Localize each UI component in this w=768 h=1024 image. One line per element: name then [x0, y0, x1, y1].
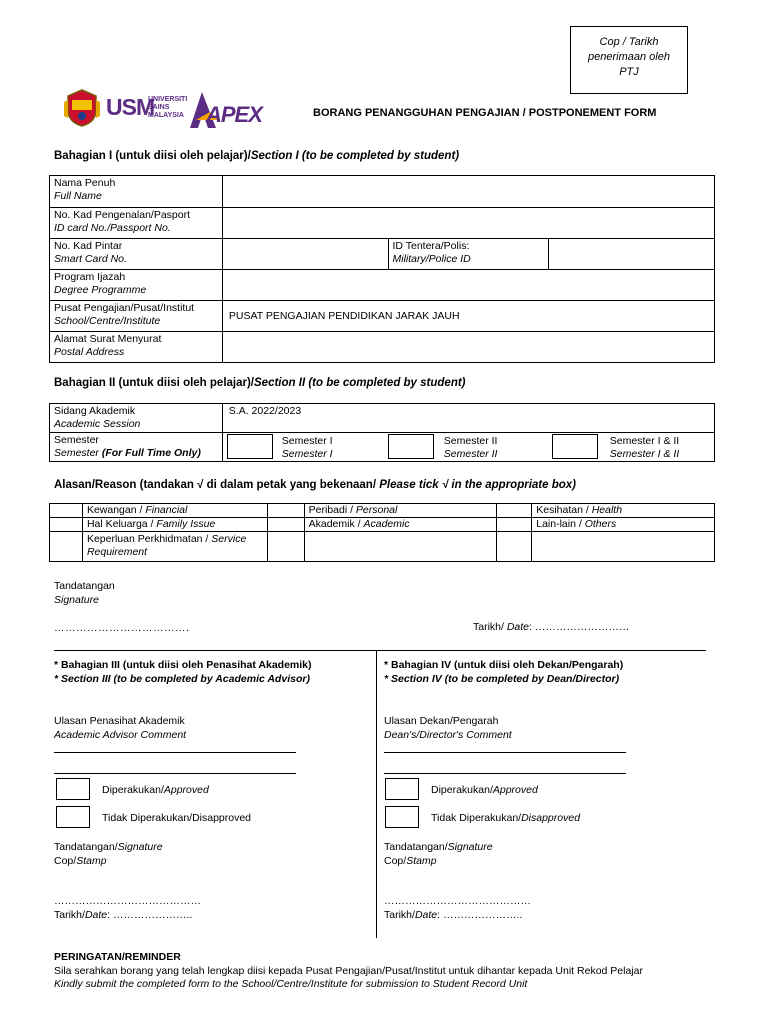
- others-checkbox[interactable]: [497, 518, 532, 532]
- postal-address-field[interactable]: [222, 332, 714, 363]
- option-bm: Semester I: [281, 435, 333, 447]
- vertical-divider: [376, 650, 377, 938]
- label-bm: Semester: [54, 434, 99, 446]
- reason-heading-en: Please tick √ in the appropriate box): [376, 479, 576, 491]
- option-bm: Semester I & II: [609, 435, 680, 447]
- academic-checkbox[interactable]: [267, 518, 304, 532]
- empty-checkbox[interactable]: [497, 532, 532, 562]
- label-bm: Pusat Pengajian/Pusat/Institut: [54, 302, 195, 314]
- section4-comment-label: [384, 714, 512, 742]
- row-label: [50, 301, 223, 332]
- advisor-signature-label: Tandatangan/Signature Cop/Stamp: [54, 841, 163, 867]
- stamp-box-line2: penerimaan oleh: [588, 51, 670, 63]
- date-label-bm: Tarikh/: [473, 621, 507, 633]
- label-en: Military/Police ID: [392, 253, 471, 265]
- dean-date-field[interactable]: Tarikh/Date: …………………..: [384, 909, 523, 921]
- apex-logo: [188, 90, 270, 130]
- dean-comment-line[interactable]: [384, 773, 626, 774]
- student-signature-line[interactable]: ……………………………….: [54, 622, 190, 634]
- advisor-signature-line[interactable]: ……………………………………: [54, 895, 201, 907]
- section2-table: [49, 403, 715, 462]
- horizontal-divider: [54, 650, 706, 651]
- table-row: [50, 504, 715, 518]
- table-row: [50, 332, 715, 363]
- advisor-comment-line[interactable]: [54, 752, 296, 753]
- label-en: ID card No./Passport No.: [54, 222, 171, 234]
- row-label: [50, 208, 223, 239]
- advisor-date-field[interactable]: Tarikh/Date: …………………..: [54, 909, 193, 921]
- academic-session-field[interactable]: [222, 404, 714, 433]
- empty-cell: [532, 532, 715, 562]
- financial-checkbox[interactable]: [50, 504, 83, 518]
- semester-note: (For Full Time Only): [101, 447, 201, 459]
- table-row: [50, 433, 715, 462]
- table-row: [50, 532, 715, 562]
- option-bm: Semester II: [443, 435, 498, 447]
- semester-both-checkbox[interactable]: [552, 434, 598, 459]
- section1-heading-en: Section I (to be completed by student): [250, 150, 460, 162]
- label-en: Degree Programme: [54, 284, 147, 296]
- signature-label-en: Signature: [54, 594, 99, 606]
- reason-heading-bm: Alasan/Reason (tandakan √ di dalam petak yang bekenaan/: [54, 479, 377, 491]
- table-row: [50, 301, 715, 332]
- section3-comment-label: [54, 714, 186, 742]
- label-bm: Sidang Akademik: [54, 405, 136, 417]
- advisor-disapproved-label: Tidak Diperakukan/Disapproved: [102, 812, 252, 824]
- section2-heading-bm: Bahagian II (untuk diisi oleh pelajar)/: [54, 377, 255, 389]
- section2-heading: [54, 377, 466, 389]
- dean-disapproved-checkbox[interactable]: [385, 806, 419, 828]
- label-bm: Nama Penuh: [54, 177, 116, 189]
- service-requirement-checkbox[interactable]: [50, 532, 83, 562]
- row-label: [50, 404, 223, 433]
- label-en: Semester: [54, 447, 99, 459]
- label-bm: No. Kad Pengenalan/Pasport: [54, 209, 191, 221]
- full-name-field[interactable]: [222, 176, 714, 208]
- personal-checkbox[interactable]: [267, 504, 304, 518]
- dean-disapproved-label: Tidak Diperakukan/Disapproved: [431, 812, 581, 824]
- option-en: Semester II: [443, 448, 498, 460]
- stamp-box: [570, 26, 688, 94]
- row-label: [50, 239, 223, 270]
- school-value: PUSAT PENGAJIAN PENDIDIKAN JARAK JAUH: [228, 309, 460, 322]
- usm-logo-text2: SAINS: [148, 104, 170, 111]
- label-en: Full Name: [54, 190, 102, 202]
- reason-label: Kewangan / Financial: [82, 504, 267, 518]
- date-label-en: Date: [506, 621, 530, 633]
- usm-logo-text3: MALAYSIA: [148, 112, 184, 119]
- table-row: [50, 270, 715, 301]
- crest-logo: [62, 88, 102, 128]
- reason-label: Hal Keluarga / Family Issue: [82, 518, 267, 532]
- row-label: [50, 433, 223, 462]
- military-id-field[interactable]: [549, 239, 715, 270]
- label-bm: ID Tentera/Polis:: [392, 240, 470, 252]
- reason-table: [49, 503, 715, 562]
- section3-heading-bm: * Bahagian III (untuk diisi oleh Penasihat Akademik): [54, 659, 312, 671]
- row-label: [50, 332, 223, 363]
- table-row: [50, 176, 715, 208]
- apex-logo-text: APEX: [206, 102, 262, 127]
- form-title: BORANG PENANGGUHAN PENGAJIAN / POSTPONEMENT FORM: [313, 107, 657, 119]
- section1-heading: [54, 150, 459, 162]
- dean-approved-checkbox[interactable]: [385, 778, 419, 800]
- section4-heading: [384, 658, 623, 686]
- dean-signature-label: Tandatangan/Signature Cop/Stamp: [384, 841, 493, 867]
- label-bm: Ulasan Dekan/Pengarah: [384, 715, 499, 727]
- label-en: Smart Card No.: [54, 253, 127, 265]
- family-issue-checkbox[interactable]: [50, 518, 83, 532]
- reason-label: Kesihatan / Health: [532, 504, 715, 518]
- section3-heading: [54, 658, 312, 686]
- label-bm: Alamat Surat Menyurat: [54, 333, 162, 345]
- row-label: [388, 239, 549, 270]
- id-card-field[interactable]: [222, 208, 714, 239]
- reason-heading: [54, 479, 576, 491]
- label-en: Academic Advisor Comment: [54, 729, 187, 741]
- student-signature-label: [54, 579, 115, 607]
- advisor-disapproved-checkbox[interactable]: [56, 806, 90, 828]
- date-dots: : ………………………: [529, 621, 630, 633]
- empty-cell: [304, 532, 497, 562]
- label-bm: No. Kad Pintar: [54, 240, 123, 252]
- advisor-comment-line[interactable]: [54, 773, 296, 774]
- student-date-field[interactable]: [473, 621, 629, 633]
- dean-signature-line[interactable]: ……………………………………: [384, 895, 531, 907]
- reminder-text-en: Kindly submit the completed form to the School/Centre/Institute for submission to Student Record Unit: [54, 978, 528, 990]
- stamp-box-line1: Cop / Tarikh: [599, 36, 659, 48]
- usm-logo: [106, 92, 188, 128]
- semester-ii-checkbox[interactable]: [388, 434, 434, 459]
- usm-logo-mark: USM: [106, 94, 155, 120]
- section3-heading-en: * Section III (to be completed by Academic Advisor): [54, 673, 310, 685]
- section1-table: [49, 175, 715, 363]
- label-en: Postal Address: [54, 346, 125, 358]
- row-label: [50, 270, 223, 301]
- school-field[interactable]: [222, 301, 714, 332]
- table-row: [50, 404, 715, 433]
- reason-label: Lain-lain / Others: [532, 518, 715, 532]
- advisor-approved-label: Diperakukan/Approved: [102, 784, 209, 796]
- stamp-box-line3: PTJ: [619, 66, 639, 78]
- reminder-title: PERINGATAN/REMINDER: [54, 951, 181, 963]
- label-bm: Ulasan Penasihat Akademik: [54, 715, 185, 727]
- reason-label: Peribadi / Personal: [304, 504, 497, 518]
- dean-comment-line[interactable]: [384, 752, 626, 753]
- signature-label-bm: Tandatangan: [54, 580, 115, 592]
- empty-checkbox[interactable]: [267, 532, 304, 562]
- option-en: Semester I: [281, 448, 333, 460]
- section4-heading-en: * Section IV (to be completed by Dean/Director): [384, 673, 620, 685]
- advisor-approved-checkbox[interactable]: [56, 778, 90, 800]
- dean-approved-label: Diperakukan/Approved: [431, 784, 538, 796]
- smart-card-field[interactable]: [222, 239, 388, 270]
- semester-options: [222, 433, 714, 462]
- table-row: [50, 518, 715, 532]
- label-bm: Program Ijazah: [54, 271, 126, 283]
- reminder-text-bm: Sila serahkan borang yang telah lengkap diisi kepada Pusat Pengajian/Pusat/Institut untuk dihantar kepada Unit Rekod Pelajar: [54, 965, 643, 977]
- label-en: Academic Session: [54, 418, 141, 430]
- label-en: School/Centre/Institute: [54, 315, 161, 327]
- section1-heading-bm: Bahagian I (untuk diisi oleh pelajar)/: [54, 150, 251, 162]
- session-value: S.A. 2022/2023: [228, 405, 302, 417]
- row-label: [50, 176, 223, 208]
- table-row: [50, 239, 715, 270]
- reason-label: Akademik / Academic: [304, 518, 497, 532]
- table-row: [50, 208, 715, 239]
- reason-label: Keperluan Perkhidmatan / Service Requirement: [82, 532, 267, 562]
- semester-i-checkbox[interactable]: [227, 434, 273, 459]
- label-en: Dean's/Director's Comment: [384, 729, 512, 741]
- usm-logo-text1: UNIVERSITI: [148, 96, 188, 103]
- degree-programme-field[interactable]: [222, 270, 714, 301]
- section4-heading-bm: * Bahagian IV (untuk diisi oleh Dekan/Pengarah): [384, 659, 624, 671]
- option-en: Semester I & II: [609, 448, 680, 460]
- section2-heading-en: Section II (to be completed by student): [254, 377, 466, 389]
- health-checkbox[interactable]: [497, 504, 532, 518]
